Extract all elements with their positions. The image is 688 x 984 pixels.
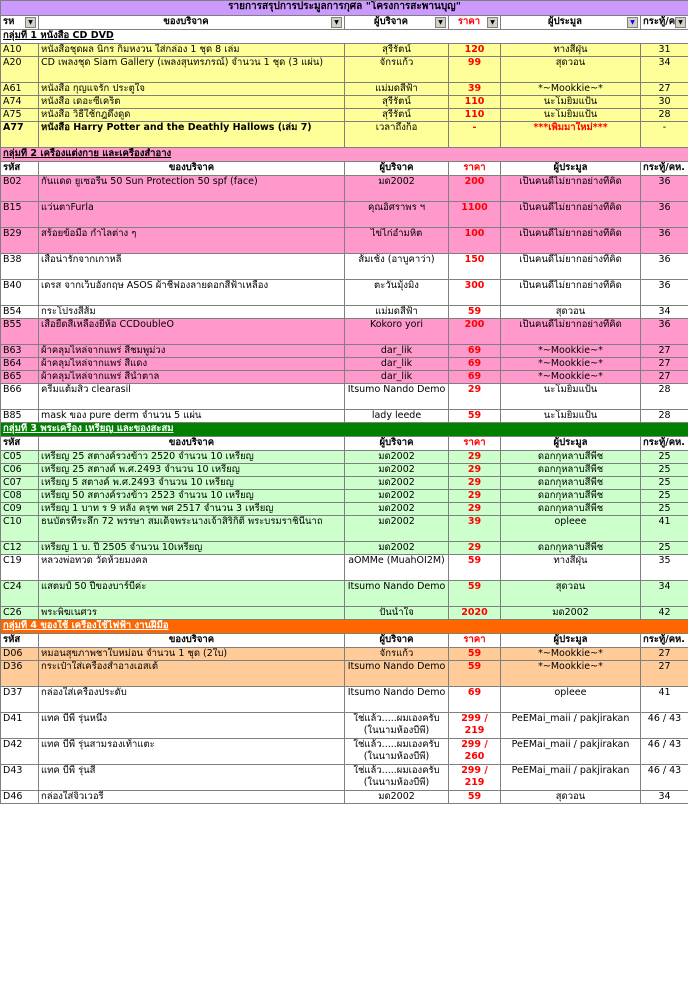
cell-winner: PeEMai_maii / pakjirakan [501, 739, 641, 765]
subheader-post: กระทู้/คห. [641, 634, 688, 648]
cell-post: 31 [641, 44, 688, 57]
cell-post: 34 [641, 791, 688, 804]
cell-winner: PeEMai_maii / pakjirakan [501, 765, 641, 791]
subheader-winner: ผู้ประมูล [501, 437, 641, 451]
cell-post: 27 [641, 83, 688, 96]
cell-code: D06 [1, 648, 39, 661]
cell-winner: นะโมยิ้มแป้น [501, 96, 641, 109]
cell-donor: จักรแก้ว [345, 648, 449, 661]
cell-post: 25 [641, 464, 688, 477]
subheader-donor: ผู้บริจาค [345, 437, 449, 451]
cell-price: 2020 [449, 607, 501, 620]
cell-item: หนังสือชุดผล นิกร กิมหงวน ใส่กล่อง 1 ชุด 8 เล่ม [39, 44, 345, 57]
cell-price: 29 [449, 490, 501, 503]
cell-post: 36 [641, 176, 688, 202]
cell-price: 200 [449, 319, 501, 345]
cell-price: 29 [449, 464, 501, 477]
cell-price: 59 [449, 555, 501, 581]
subheader-price: ราคา [449, 162, 501, 176]
table-row[interactable] [1, 607, 688, 620]
cell-post: 25 [641, 451, 688, 464]
cell-winner: opleee [501, 687, 641, 713]
cell-price: 299 / 260 [449, 739, 501, 765]
cell-item: หมอนสุขภาพชาใบหม่อน จำนวน 1 ชุด (2ใบ) [39, 648, 345, 661]
table-row[interactable] [1, 648, 688, 661]
cell-item: เหรียญ 25 สตางค์ พ.ศ.2493 จำนวน 10 เหรียญ [39, 464, 345, 477]
cell-item: หนังสือ กุญแจรัก ประตูใจ [39, 83, 345, 96]
cell-code: C10 [1, 516, 39, 542]
table-row[interactable] [1, 451, 688, 464]
cell-donor: แม่มดสีฟ้า [345, 306, 449, 319]
header-winner[interactable] [501, 16, 641, 30]
cell-winner: ดอกกุหลาบสีพีช [501, 477, 641, 490]
cell-donor: มด2002 [345, 791, 449, 804]
cell-code: D43 [1, 765, 39, 791]
cell-winner: *~Mookkie~* [501, 371, 641, 384]
cell-code: D46 [1, 791, 39, 804]
cell-price: 59 [449, 581, 501, 607]
cell-item: หนังสือ Harry Potter and the Deathly Hallows (เล่ม 7) [39, 122, 345, 148]
cell-winner: ***เพิ่มมาใหม่*** [501, 122, 641, 148]
cell-post: 34 [641, 57, 688, 83]
subheader-item: ของบริจาค [39, 437, 345, 451]
filter-dropdown-icon[interactable]: ▼ [331, 17, 342, 28]
cell-code: B40 [1, 280, 39, 306]
group-title-row [1, 148, 688, 162]
cell-code: C24 [1, 581, 39, 607]
cell-code: C12 [1, 542, 39, 555]
table-row[interactable] [1, 661, 688, 687]
table-row[interactable] [1, 516, 688, 542]
cell-code: A77 [1, 122, 39, 148]
group-title-row [1, 423, 688, 437]
table-row[interactable] [1, 542, 688, 555]
cell-item: mask ของ pure derm จำนวน 5 แผ่น [39, 410, 345, 423]
cell-item: เสื้อน่ารักจากเกาหลี [39, 254, 345, 280]
subheader-donor: ผู้บริจาค [345, 634, 449, 648]
cell-item: แสตมป์ 50 ปีของบาร์บี้ค่ะ [39, 581, 345, 607]
cell-donor: ตะวันมุ้งมิ้ง [345, 280, 449, 306]
header-donor-label: ผู้บริจาค [374, 16, 408, 27]
cell-donor: มด2002 [345, 516, 449, 542]
cell-winner: เป็นคนดีไม่ยากอย่างที่คิด [501, 254, 641, 280]
cell-code: A75 [1, 109, 39, 122]
cell-post: 46 / 43 [641, 713, 688, 739]
cell-code: B29 [1, 228, 39, 254]
cell-donor: aOMMe (MuahOI2M) [345, 555, 449, 581]
cell-post: 34 [641, 306, 688, 319]
cell-donor: Itsumo Nando Demo [345, 661, 449, 687]
cell-post: 41 [641, 687, 688, 713]
cell-post: - [641, 122, 688, 148]
group-title: กลุ่มที่ 3 พระเครื่อง เหรียญ และของสะสม [1, 423, 688, 437]
table-row[interactable] [1, 371, 688, 384]
cell-winner: เป็นคนดีไม่ยากอย่างที่คิด [501, 280, 641, 306]
cell-item: ผ้าคลุมไหล่จากแพร่ สีชมพูม่วง [39, 345, 345, 358]
table-row[interactable] [1, 109, 688, 122]
filter-dropdown-icon[interactable]: ▼ [487, 17, 498, 28]
cell-post: 35 [641, 555, 688, 581]
table-row[interactable] [1, 687, 688, 713]
title-row [1, 1, 688, 16]
cell-winner: PeEMai_maii / pakjirakan [501, 713, 641, 739]
cell-code: A10 [1, 44, 39, 57]
cell-post: 25 [641, 477, 688, 490]
subheader-code: รหัส [1, 437, 39, 451]
cell-code: A20 [1, 57, 39, 83]
table-row[interactable] [1, 503, 688, 516]
group-title-row [1, 30, 688, 44]
table-row[interactable] [1, 319, 688, 345]
cell-price: 29 [449, 384, 501, 410]
table-row[interactable] [1, 44, 688, 57]
cell-item: กระโปรงสีส้ม [39, 306, 345, 319]
cell-price: 110 [449, 109, 501, 122]
cell-code: B54 [1, 306, 39, 319]
cell-item: ครีมแต้มสิว clearasil [39, 384, 345, 410]
cell-price: 59 [449, 791, 501, 804]
filter-dropdown-icon[interactable]: ▼ [627, 17, 638, 28]
table-row[interactable] [1, 83, 688, 96]
cell-winner: *~Mookkie~* [501, 83, 641, 96]
cell-item: เหรียญ 25 สตางค์รวงข้าว 2520 จำนวน 10 เหรียญ [39, 451, 345, 464]
cell-winner: ดอกกุหลาบสีพีช [501, 451, 641, 464]
cell-item: พระพิฆเนศวร [39, 607, 345, 620]
table-row[interactable] [1, 202, 688, 228]
cell-winner: *~Mookkie~* [501, 345, 641, 358]
cell-code: B85 [1, 410, 39, 423]
cell-item: แว่นตาFurla [39, 202, 345, 228]
cell-price: 39 [449, 83, 501, 96]
cell-code: C06 [1, 464, 39, 477]
cell-donor: แม่มดสีฟ้า [345, 83, 449, 96]
cell-donor: มด2002 [345, 176, 449, 202]
subheader-post: กระทู้/คห. [641, 437, 688, 451]
cell-winner: มด2002 [501, 607, 641, 620]
cell-item: แทค บีพี รุ่นสามรองเท้าแตะ [39, 739, 345, 765]
cell-winner: นะโมยิ้มแป้น [501, 109, 641, 122]
header-donor[interactable] [345, 16, 449, 30]
cell-donor: lady leede [345, 410, 449, 423]
cell-donor: ไข่ไก่อำมหิต [345, 228, 449, 254]
cell-post: 27 [641, 345, 688, 358]
cell-price: 120 [449, 44, 501, 57]
cell-winner: ทางสีฝุ่น [501, 555, 641, 581]
table-row[interactable] [1, 464, 688, 477]
cell-code: C19 [1, 555, 39, 581]
cell-winner: สุดวอน [501, 57, 641, 83]
cell-winner: เป็นคนดีไม่ยากอย่างที่คิด [501, 228, 641, 254]
cell-price: 29 [449, 503, 501, 516]
cell-code: B63 [1, 345, 39, 358]
cell-post: 27 [641, 661, 688, 687]
cell-post: 27 [641, 648, 688, 661]
cell-post: 46 / 43 [641, 765, 688, 791]
cell-price: 29 [449, 542, 501, 555]
table-row[interactable] [1, 765, 688, 791]
cell-price: 299 / 219 [449, 765, 501, 791]
cell-winner: ดอกกุหลาบสีพีช [501, 464, 641, 477]
subheader-post: กระทู้/คห. [641, 162, 688, 176]
cell-price: 59 [449, 410, 501, 423]
subheader-row [1, 162, 688, 176]
cell-price: 150 [449, 254, 501, 280]
page-title: รายการสรุปการประมูลการกุศล "โครงการสะพานบุญ" [1, 1, 688, 16]
table-row[interactable] [1, 254, 688, 280]
cell-code: D42 [1, 739, 39, 765]
cell-code: C05 [1, 451, 39, 464]
header-code[interactable] [1, 16, 39, 30]
cell-post: 28 [641, 384, 688, 410]
cell-price: 110 [449, 96, 501, 109]
cell-donor: dar_lik [345, 345, 449, 358]
cell-winner: เป็นคนดีไม่ยากอย่างที่คิด [501, 202, 641, 228]
cell-price: 300 [449, 280, 501, 306]
cell-code: B66 [1, 384, 39, 410]
cell-code: B64 [1, 358, 39, 371]
cell-price: 29 [449, 477, 501, 490]
cell-item: เหรียญ 1 บ. ปี 2505 จำนวน 10เหรียญ [39, 542, 345, 555]
cell-code: C07 [1, 477, 39, 490]
cell-donor: ปั้นน้ำใจ [345, 607, 449, 620]
cell-item: กระเป๋าใส่เครื่องสำอางเอสเต้ [39, 661, 345, 687]
cell-post: 36 [641, 228, 688, 254]
cell-item: ผ้าคลุมไหล่จากแพร่ สีน้ำตาล [39, 371, 345, 384]
subheader-item: ของบริจาค [39, 634, 345, 648]
cell-price: 100 [449, 228, 501, 254]
subheader-donor: ผู้บริจาค [345, 162, 449, 176]
cell-donor: ใช่แล้ว.....ผมเองครับ (ในนามห้องบีพี) [345, 713, 449, 739]
subheader-row [1, 634, 688, 648]
cell-code: B55 [1, 319, 39, 345]
cell-code: C08 [1, 490, 39, 503]
table-row[interactable] [1, 581, 688, 607]
cell-donor: มด2002 [345, 542, 449, 555]
table-row[interactable] [1, 96, 688, 109]
cell-price: 1100 [449, 202, 501, 228]
cell-donor: เวลาถึงก็อ [345, 122, 449, 148]
cell-winner: สุดวอน [501, 306, 641, 319]
cell-item: กล่องใส่เครื่องประดับ [39, 687, 345, 713]
table-row[interactable] [1, 358, 688, 371]
cell-item: หลวงพ่อทวด วัดห้วยมงคล [39, 555, 345, 581]
cell-post: 25 [641, 503, 688, 516]
cell-code: B15 [1, 202, 39, 228]
table-row[interactable] [1, 477, 688, 490]
cell-item: ผ้าคลุมไหล่จากแพร่ สีแดง [39, 358, 345, 371]
cell-winner: สุดวอน [501, 581, 641, 607]
subheader-row [1, 437, 688, 451]
group-title-row [1, 620, 688, 634]
cell-donor: คุณอิศราพร ฯ [345, 202, 449, 228]
cell-donor: สุรีรัตน์ [345, 109, 449, 122]
cell-winner: นะโมยิ้มแป้น [501, 410, 641, 423]
cell-price: 69 [449, 358, 501, 371]
cell-donor: มด2002 [345, 464, 449, 477]
cell-code: A74 [1, 96, 39, 109]
cell-item: เหรียญ 5 สตางค์ พ.ศ.2493 จำนวน 10 เหรียญ [39, 477, 345, 490]
cell-price: 99 [449, 57, 501, 83]
cell-donor: มด2002 [345, 477, 449, 490]
cell-donor: dar_lik [345, 371, 449, 384]
subheader-code: รหัส [1, 634, 39, 648]
header-post[interactable] [641, 16, 688, 30]
header-item[interactable] [39, 16, 345, 30]
cell-item: แทค บีพี รุ่นหนึ่ง [39, 713, 345, 739]
cell-item: CD เพลงชุด Siam Gallery (เพลงสุนทรภรณ์) จำนวน 1 ชุด (3 แผ่น) [39, 57, 345, 83]
cell-donor: จักรแก้ว [345, 57, 449, 83]
cell-code: B38 [1, 254, 39, 280]
table-row[interactable] [1, 306, 688, 319]
cell-winner: ดอกกุหลาบสีพีช [501, 490, 641, 503]
group-title: กลุ่มที่ 2 เครื่องแต่งกาย และเครื่องสำอาง [1, 148, 688, 162]
cell-post: 42 [641, 607, 688, 620]
cell-post: 27 [641, 371, 688, 384]
subheader-price: ราคา [449, 634, 501, 648]
cell-code: D41 [1, 713, 39, 739]
header-winner-label: ผู้ประมูล [548, 16, 582, 27]
cell-item: เหรียญ 50 สตางค์รวงข้าว 2523 จำนวน 10 เหรียญ [39, 490, 345, 503]
cell-donor: dar_lik [345, 358, 449, 371]
cell-item: แทค บีพี รุ่นสี่ [39, 765, 345, 791]
cell-price: 39 [449, 516, 501, 542]
cell-price: 69 [449, 345, 501, 358]
subheader-price: ราคา [449, 437, 501, 451]
filter-dropdown-icon[interactable]: ▼ [435, 17, 446, 28]
cell-code: C09 [1, 503, 39, 516]
table-row[interactable] [1, 345, 688, 358]
cell-winner: เป็นคนดีไม่ยากอย่างที่คิด [501, 176, 641, 202]
cell-post: 25 [641, 542, 688, 555]
cell-price: 69 [449, 371, 501, 384]
cell-winner: *~Mookkie~* [501, 661, 641, 687]
cell-post: 28 [641, 410, 688, 423]
cell-code: B65 [1, 371, 39, 384]
group-title: กลุ่มที่ 1 หนังสือ CD DVD [1, 30, 688, 44]
cell-donor: มด2002 [345, 490, 449, 503]
filter-dropdown-icon[interactable]: ▼ [25, 17, 36, 28]
cell-winner: นะโมยิ้มแป้น [501, 384, 641, 410]
cell-winner: เป็นคนดีไม่ยากอย่างที่คิด [501, 319, 641, 345]
group-title: กลุ่มที่ 4 ของใช้ เครื่องใช้ไฟฟ้า งานฝีมือ [1, 620, 688, 634]
cell-donor: มด2002 [345, 451, 449, 464]
cell-winner: *~Mookkie~* [501, 358, 641, 371]
cell-item: หนังสือ เดอะซีเคร็ต [39, 96, 345, 109]
cell-item: เหรียญ 1 บาท ร 9 หลัง ครุฑ พศ 2517 จำนวน 3 เหรียญ [39, 503, 345, 516]
filter-dropdown-icon[interactable]: ▼ [675, 17, 686, 28]
cell-price: - [449, 122, 501, 148]
subheader-winner: ผู้ประมูล [501, 634, 641, 648]
cell-winner: สุดวอน [501, 791, 641, 804]
table-row[interactable] [1, 384, 688, 410]
cell-post: 34 [641, 581, 688, 607]
subheader-code: รหัส [1, 162, 39, 176]
cell-post: 25 [641, 490, 688, 503]
table-row[interactable] [1, 713, 688, 739]
cell-item: สร้อยข้อมือ กำไลต่าง ๆ [39, 228, 345, 254]
cell-donor: Itsumo Nando Demo [345, 581, 449, 607]
cell-donor: สุรีรัตน์ [345, 44, 449, 57]
subheader-winner: ผู้ประมูล [501, 162, 641, 176]
cell-code: D36 [1, 661, 39, 687]
cell-price: 59 [449, 306, 501, 319]
cell-post: 27 [641, 358, 688, 371]
cell-post: 36 [641, 319, 688, 345]
cell-post: 36 [641, 254, 688, 280]
cell-post: 30 [641, 96, 688, 109]
cell-winner: *~Mookkie~* [501, 648, 641, 661]
cell-code: B02 [1, 176, 39, 202]
cell-item: เดรส จากเว็บอังกฤษ ASOS ผ้าชีฟองลายดอกสีฟ้าเหลือง [39, 280, 345, 306]
header-row [1, 16, 688, 30]
table-row[interactable] [1, 739, 688, 765]
table-row[interactable] [1, 122, 688, 148]
cell-donor: มด2002 [345, 503, 449, 516]
header-item-label: ของบริจาค [163, 16, 209, 27]
cell-item: กล่องใส่จิวเวอรี่ [39, 791, 345, 804]
cell-item: เสื้อยืดสีเหลืองยี่ห้อ CCDoubleO [39, 319, 345, 345]
cell-donor: สุรีรัตน์ [345, 96, 449, 109]
cell-winner: ทางสีฝุ่น [501, 44, 641, 57]
cell-post: 36 [641, 202, 688, 228]
cell-post: 41 [641, 516, 688, 542]
cell-price: 299 / 219 [449, 713, 501, 739]
header-price-label: ราคา [457, 16, 481, 27]
cell-item: หนังสือ วิธีใช้กฎดึงดูด [39, 109, 345, 122]
subheader-item: ของบริจาค [39, 162, 345, 176]
cell-code: D37 [1, 687, 39, 713]
cell-winner: ดอกกุหลาบสีพีช [501, 503, 641, 516]
cell-donor: ใช่แล้ว.....ผมเองครับ (ในนามห้องบีพี) [345, 765, 449, 791]
cell-item: กันแดด ยูเซอรีน 50 Sun Protection 50 spf (face) [39, 176, 345, 202]
cell-donor: ใช่แล้ว.....ผมเองครับ (ในนามห้องบีพี) [345, 739, 449, 765]
header-post-label: กระทู้/ค [643, 16, 676, 27]
cell-post: 36 [641, 280, 688, 306]
cell-item: ธนบัตรที่ระลึก 72 พรรษา สมเด็จพระนางเจ้าสิริกิติ์ พระบรมราชินีนาถ [39, 516, 345, 542]
table-row[interactable] [1, 176, 688, 202]
cell-price: 200 [449, 176, 501, 202]
cell-price: 59 [449, 661, 501, 687]
cell-price: 69 [449, 687, 501, 713]
cell-donor: ส้มเช้ง (อาบูคาว่า) [345, 254, 449, 280]
cell-donor: Kokoro yori [345, 319, 449, 345]
cell-donor: Itsumo Nando Demo [345, 384, 449, 410]
header-price[interactable] [449, 16, 501, 30]
cell-donor: Itsumo Nando Demo [345, 687, 449, 713]
table-row[interactable] [1, 791, 688, 804]
table-body [1, 1, 688, 804]
cell-winner: opleee [501, 516, 641, 542]
cell-code: A61 [1, 83, 39, 96]
table-row[interactable] [1, 228, 688, 254]
cell-winner: ดอกกุหลาบสีพีช [501, 542, 641, 555]
table-row[interactable] [1, 490, 688, 503]
table-row[interactable] [1, 555, 688, 581]
header-code-label: รห [3, 16, 15, 27]
cell-post: 28 [641, 109, 688, 122]
cell-price: 59 [449, 648, 501, 661]
cell-code: C26 [1, 607, 39, 620]
cell-price: 29 [449, 451, 501, 464]
table-row[interactable] [1, 280, 688, 306]
cell-post: 46 / 43 [641, 739, 688, 765]
table-row[interactable] [1, 57, 688, 83]
table-row[interactable] [1, 410, 688, 423]
